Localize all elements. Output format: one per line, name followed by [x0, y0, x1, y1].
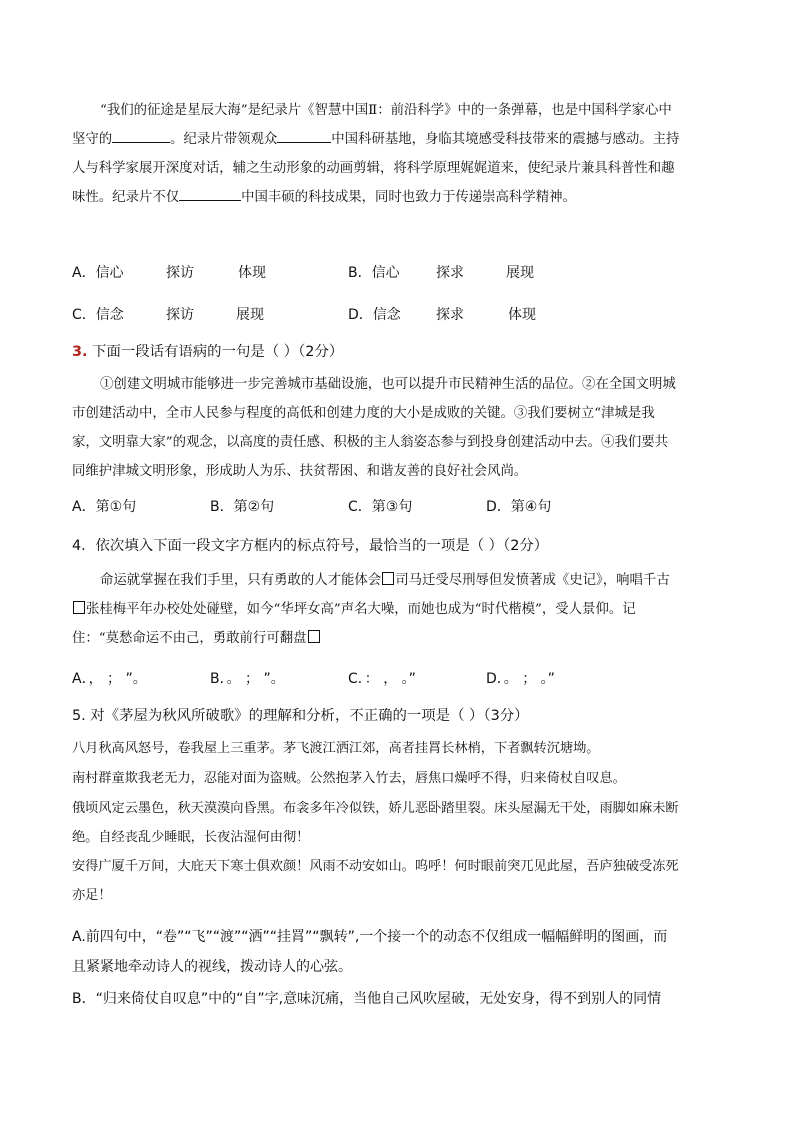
option-word: 信心	[371, 265, 400, 281]
punctuation-box	[73, 601, 85, 614]
option-d[interactable]	[348, 304, 401, 324]
passage-q2	[72, 96, 680, 212]
option-d[interactable]: D．第④句	[486, 499, 552, 515]
blank-3	[179, 186, 241, 201]
punctuation-box	[308, 630, 320, 643]
option-word: 展现	[236, 307, 264, 323]
option-word: 信念	[95, 307, 124, 323]
option-c[interactable]: C．： ， 。”	[348, 671, 416, 687]
option-word: 信心	[95, 265, 124, 281]
passage-text: 。纪录片带领观众	[170, 132, 278, 147]
question-3-stem	[72, 340, 692, 361]
passage-text: 中国丰硕的科技成果，同时也致力于传递崇高科学精神。	[241, 190, 576, 205]
option-word: 信念	[372, 307, 401, 323]
option-word: 探求	[436, 307, 464, 323]
option-a[interactable]	[72, 262, 124, 282]
blank-2	[277, 128, 331, 143]
option-word: 体现	[238, 265, 266, 281]
option-c[interactable]: C．第③句	[348, 499, 413, 515]
question-4-stem: 4．依次填入下面一段文字方框内的标点符号，最恰当的一项是（ ）（2分）	[72, 538, 549, 554]
option-b[interactable]	[348, 262, 400, 282]
passage-text: 中国科研基地，身临其境感受科技带来的震撼与感动。主持人与科学家展开深度对话，辅之生动形象的动画剪辑，将科学原理娓娓道来，使纪录片兼具科普性和趣味性。纪录片不仅	[72, 132, 680, 205]
q4-option-row	[72, 668, 692, 692]
option-word: 探求	[436, 265, 464, 281]
option-a[interactable]: A.前四句中，“卷”“飞”“渡”“洒”“挂罥”“飘转”,一个接一个的动态不仅组成一幅幅鲜明的图画，而且紧紧地牵动诗人的视线，拨动诗人的心弦。	[72, 929, 668, 975]
option-letter: D．	[348, 307, 373, 323]
passage-text: 命运就掌握在我们手里，只有勇敢的人才能体会	[100, 573, 382, 588]
option-a[interactable]: A．， ； ”。	[72, 671, 147, 687]
blank-1	[112, 128, 170, 143]
option-letter: C．	[72, 307, 96, 323]
option-word: 探访	[166, 265, 194, 281]
option-d[interactable]: D．。 ； 。”	[486, 671, 555, 687]
q2-option-row	[72, 262, 692, 286]
passage-text: 张桂梅平年办校处处碰壁，如今“华坪女高”声名大噪，而她也成为“时代楷模”，受人景仰。记住：“莫愁命运不由己，勇敢前行可翻盘	[72, 602, 636, 646]
q3-option-row	[72, 496, 692, 520]
option-a[interactable]: A．第①句	[72, 499, 137, 515]
poem-line: 安得广厦千万间，大庇天下寒士俱欢颜！风雨不动安如山。呜呼！何时眼前突兀见此屋，吾庐独破受冻死亦足！	[72, 859, 679, 903]
option-word: 展现	[506, 265, 534, 281]
poem-line: 俄顷风定云墨色，秋天漠漠向昏黑。布衾多年冷似铁，娇儿恶卧踏里裂。床头屋漏无干处，雨脚如麻未断绝。自经丧乱少睡眠，长夜沾湿何由彻！	[72, 801, 679, 845]
option-c[interactable]	[72, 304, 124, 324]
question-number: 3.	[72, 344, 88, 360]
option-letter: A．	[72, 265, 96, 281]
option-b[interactable]: B．。 ； ”。	[210, 671, 285, 687]
question-3-passage: ①创建文明城市能够进一步完善城市基础设施，也可以提升市民精神生活的品位。②在全国文明城市创建活动中，全市人民参与程度的高低和创建力度的大小是成败的关键。③我们要树立“津城是我家，文明靠大家”的观念，以高度的责任感、积极的主人翁姿态参与到投身创建活动中去。④我们要共同维护津城文明形象，形成助人为乐、扶贫帮困、和谐友善的良好社会风尚。	[72, 377, 676, 479]
punctuation-box	[382, 572, 394, 585]
question-text: 下面一段话有语病的一句是（ ）（2分）	[87, 344, 344, 360]
option-b[interactable]: B．“归来倚仗自叹息”中的“自”字,意味沉痛，当他自己风吹屋破，无处安身，得不到别人的同情	[72, 991, 662, 1007]
option-b[interactable]: B．第②句	[210, 499, 275, 515]
passage-text: 司马迁受尽刑辱但发愤著成《史记》，响唱千古	[395, 573, 670, 588]
option-letter: B．	[348, 265, 372, 281]
poem-line: 八月秋高风怒号，卷我屋上三重茅。茅飞渡江洒江郊，高者挂罥长林梢，下者飘转沉塘坳。	[72, 741, 600, 756]
option-word: 探访	[166, 307, 194, 323]
option-word: 体现	[508, 307, 536, 323]
question-4-passage	[72, 566, 680, 653]
passage-text: “我们的征途是星辰大海”是纪录片《智慧中国Ⅱ：前沿科学》中的一条弹幕，也是中国科学家心中坚守的	[72, 103, 672, 147]
question-5-stem: 5. 对《茅屋为秋风所破歌》的理解和分析，不正确的一项是（ ）（3分）	[72, 708, 529, 724]
poem-line: 南村群童欺我老无力，忍能对面为盗贼。公然抱茅入竹去，唇焦口燥呼不得，归来倚杖自叹息。	[72, 771, 626, 786]
q2-option-row	[72, 304, 692, 328]
